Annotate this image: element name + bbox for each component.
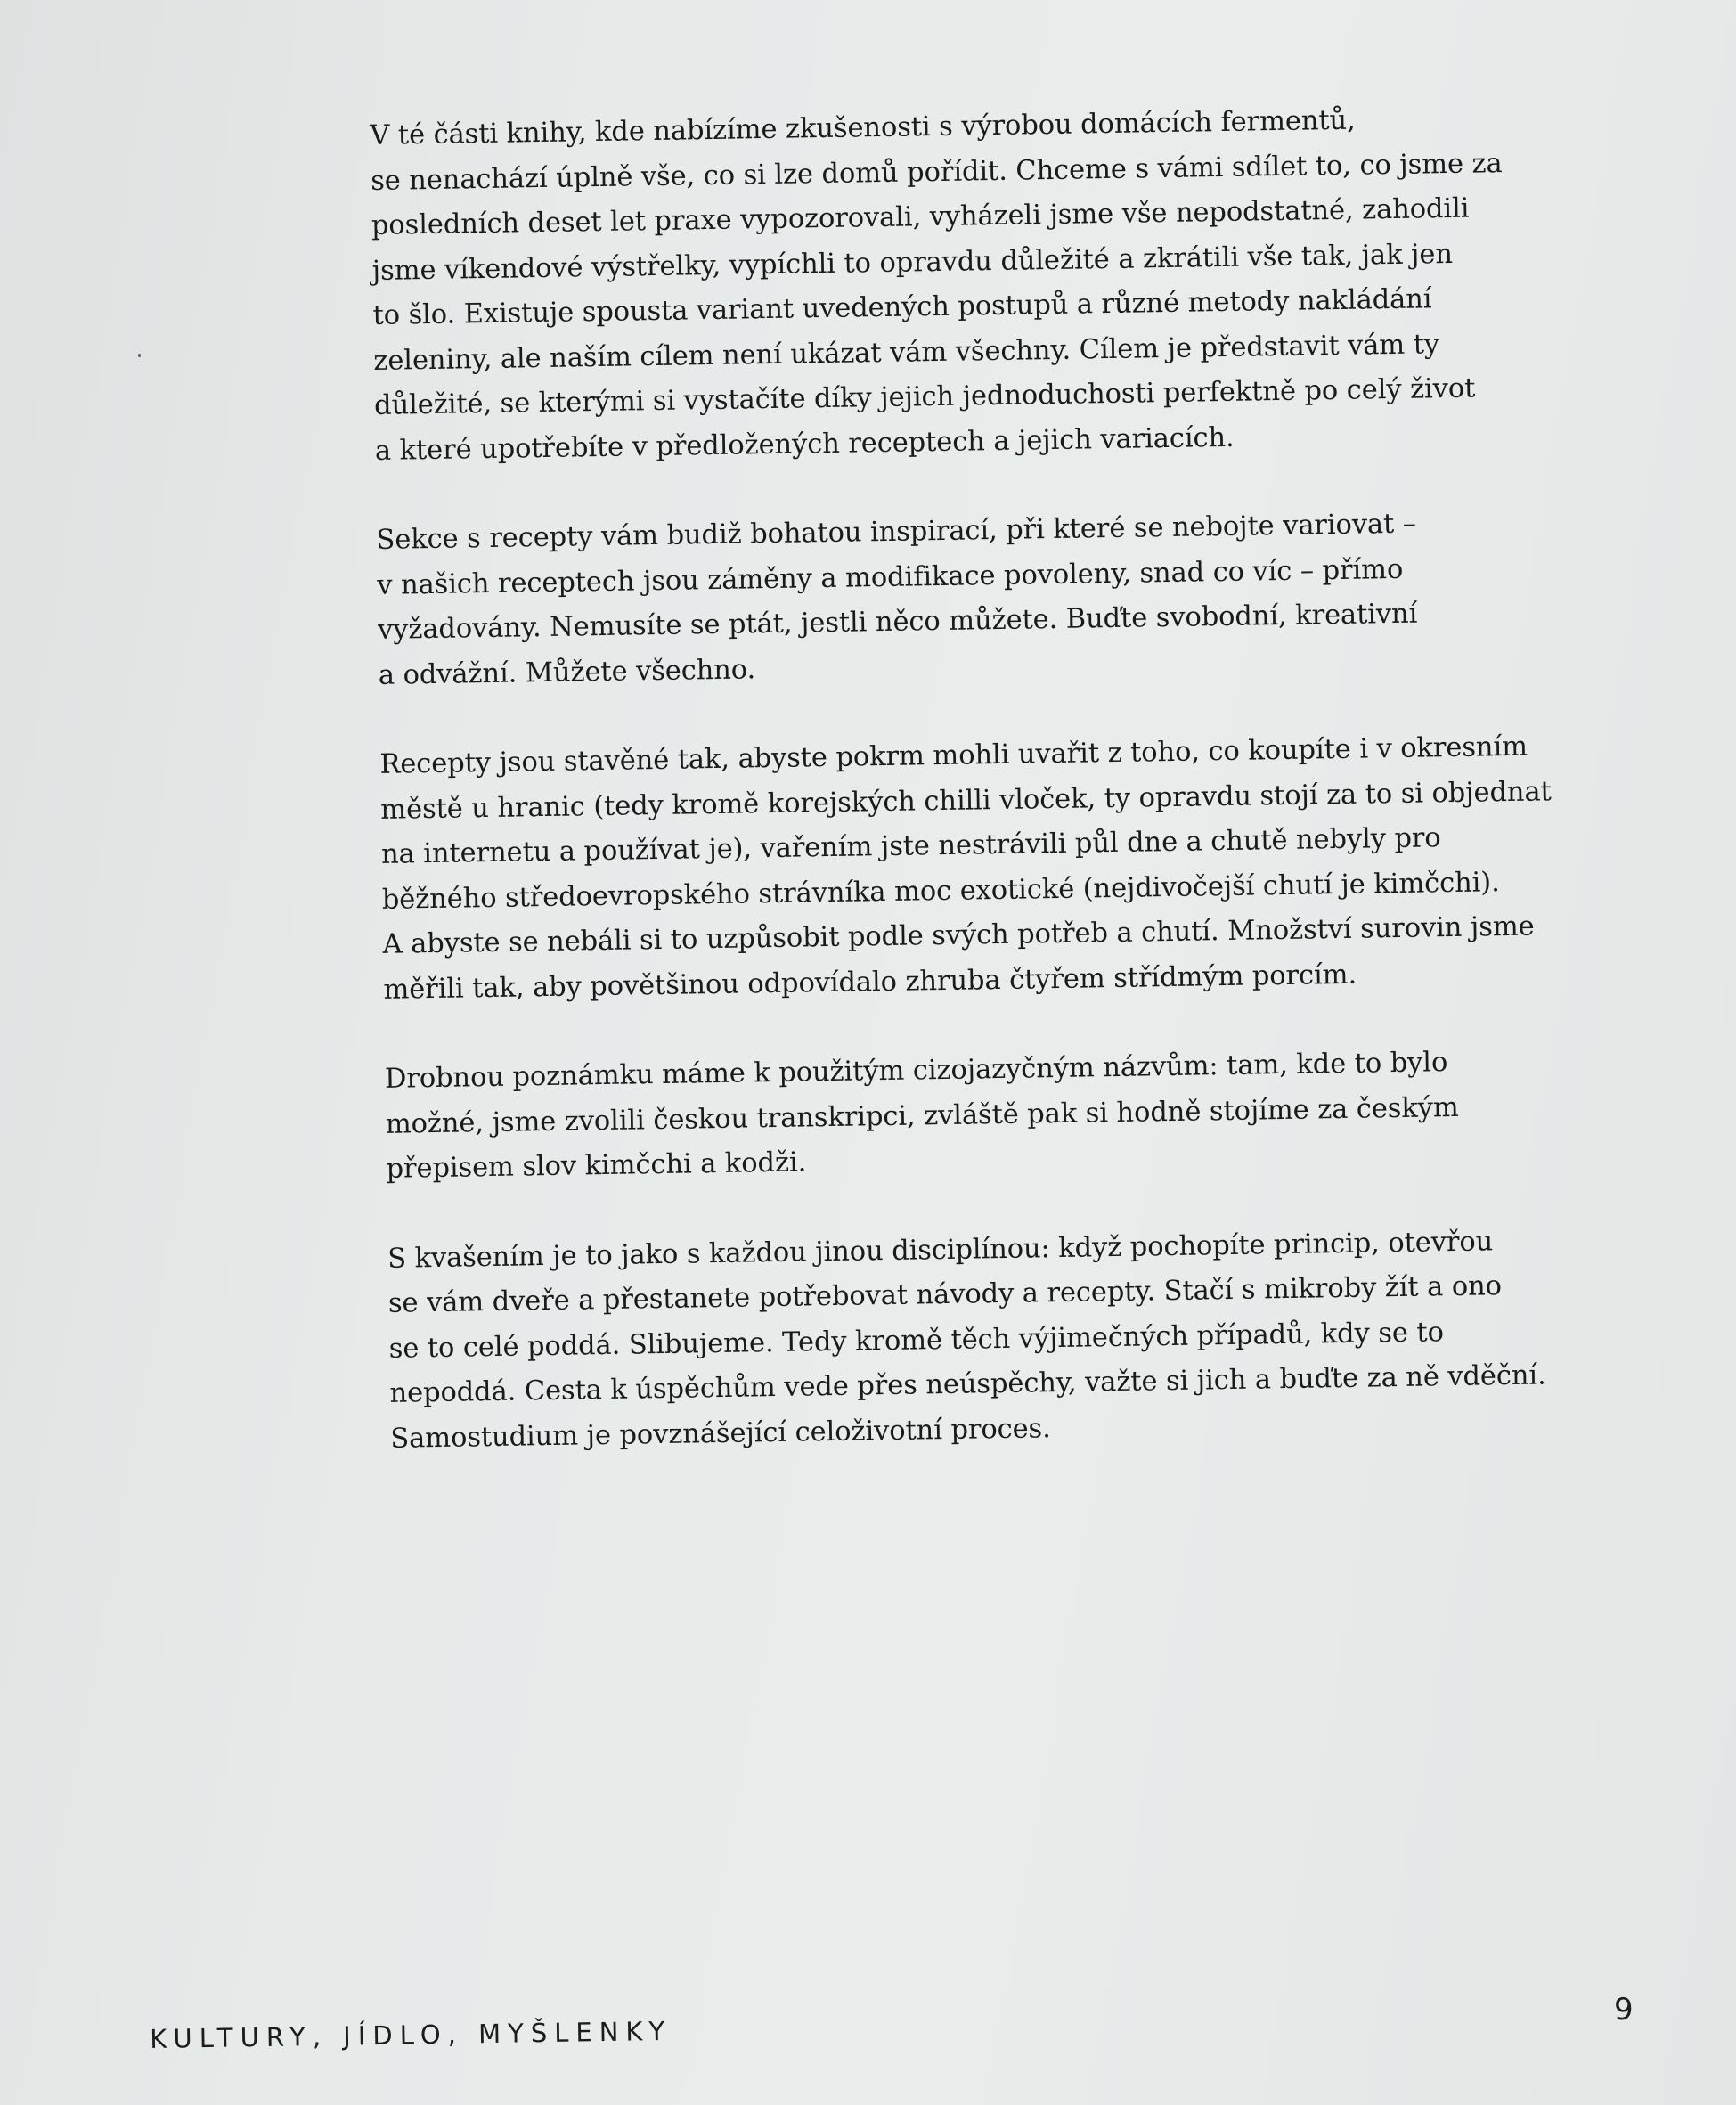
text-line: Recepty jsou stavěné tak, abyste pokrm mohli uvařit z toho, co koupíte i v okresním xyxy=(379,730,1528,780)
text-line: běžného středoevropského strávníka moc exotické (nejdivočejší chutí je kimčchi). xyxy=(381,866,1500,916)
text-line: A abyste se nebáli si to uzpůsobit podle svých potřeb a chutí. Množství surovin jsme xyxy=(382,910,1535,960)
text-line: a které upotřebíte v předložených receptech a jejich variacích. xyxy=(374,421,1235,467)
text-line: S kvašením je to jako s každou jinou disciplínou: když pochopíte princip, otevřou xyxy=(387,1225,1494,1275)
text-line: přepisem slov kimčchi a kodži. xyxy=(386,1146,807,1185)
paragraph-4 xyxy=(385,1038,1634,1192)
text-line: nepoddá. Cesta k úspěchům vede přes neúspěchy, važte si jich a buďte za ně vděční. xyxy=(389,1359,1546,1409)
paragraph-5 xyxy=(387,1217,1638,1461)
paper-speck xyxy=(138,354,141,357)
text-line: jsme víkendové výstřelky, vypíchli to opravdu důležité a zkrátili vše tak, jak jen xyxy=(371,238,1454,287)
text-line: se vám dveře a přestanete potřebovat návody a recepty. Stačí s mikroby žít a ono xyxy=(387,1270,1503,1319)
text-line: v našich receptech jsou záměny a modifikace povoleny, snad co víc – přímo xyxy=(377,553,1404,601)
text-line: V té části knihy, kde nabízíme zkušenosti s výrobou domácích fermentů, xyxy=(370,104,1356,151)
body-text xyxy=(370,94,1638,1506)
text-line: na internetu a používat je), vařením jste nestrávili půl dne a chutě nebyly pro xyxy=(380,822,1441,870)
page-number: 9 xyxy=(1614,1992,1634,2027)
paragraph-3 xyxy=(379,723,1631,1013)
text-line: vyžadovány. Nemusíte se ptát, jestli něco můžete. Buďte svobodní, kreativní xyxy=(377,598,1418,646)
text-line: a odvážní. Můžete všechno. xyxy=(378,653,756,691)
text-line: možné, jsme zvolili českou transkripci, zvláště pak si hodně stojíme za českým xyxy=(385,1091,1459,1140)
text-line: Sekce s recepty vám budiž bohatou inspirací, při které se nebojte variovat – xyxy=(376,508,1417,556)
text-line: zeleniny, ale naším cílem není ukázat vám všechny. Cílem je představit vám ty xyxy=(373,328,1440,377)
running-footer-title: KULTURY, JÍDLO, MYŠLENKY xyxy=(150,2015,672,2054)
text-line: se to celé poddá. Slibujeme. Tedy kromě těch výjimečných případů, kdy se to xyxy=(388,1316,1445,1365)
text-line: městě u hranic (tedy kromě korejských chilli vloček, ty opravdu stojí za to si objednat xyxy=(379,775,1552,826)
text-line: Samostudium je povznášející celoživotní proces. xyxy=(390,1412,1051,1455)
text-line: se nenachází úplně vše, co si lze domů pořídit. Chceme s vámi sdílet to, co jsme za xyxy=(370,147,1503,197)
text-line: to šlo. Existuje spousta variant uvedených postupů a různé metody nakládání xyxy=(372,283,1432,331)
paragraph-2 xyxy=(376,499,1626,698)
text-line: důležité, se kterými si vystačíte díky jejich jednoduchosti perfektně po celý život xyxy=(373,372,1476,421)
text-line: posledních deset let praxe vypozorovali, vyházeli jsme vše nepodstatné, zahodili xyxy=(371,192,1470,241)
paragraph-1 xyxy=(370,94,1622,474)
text-line: měřili tak, aby povětšinou odpovídalo zhruba čtyřem střídmým porcím. xyxy=(383,959,1357,1006)
text-line: Drobnou poznámku máme k použitým cizojazyčným názvům: tam, kde to bylo xyxy=(384,1047,1448,1095)
